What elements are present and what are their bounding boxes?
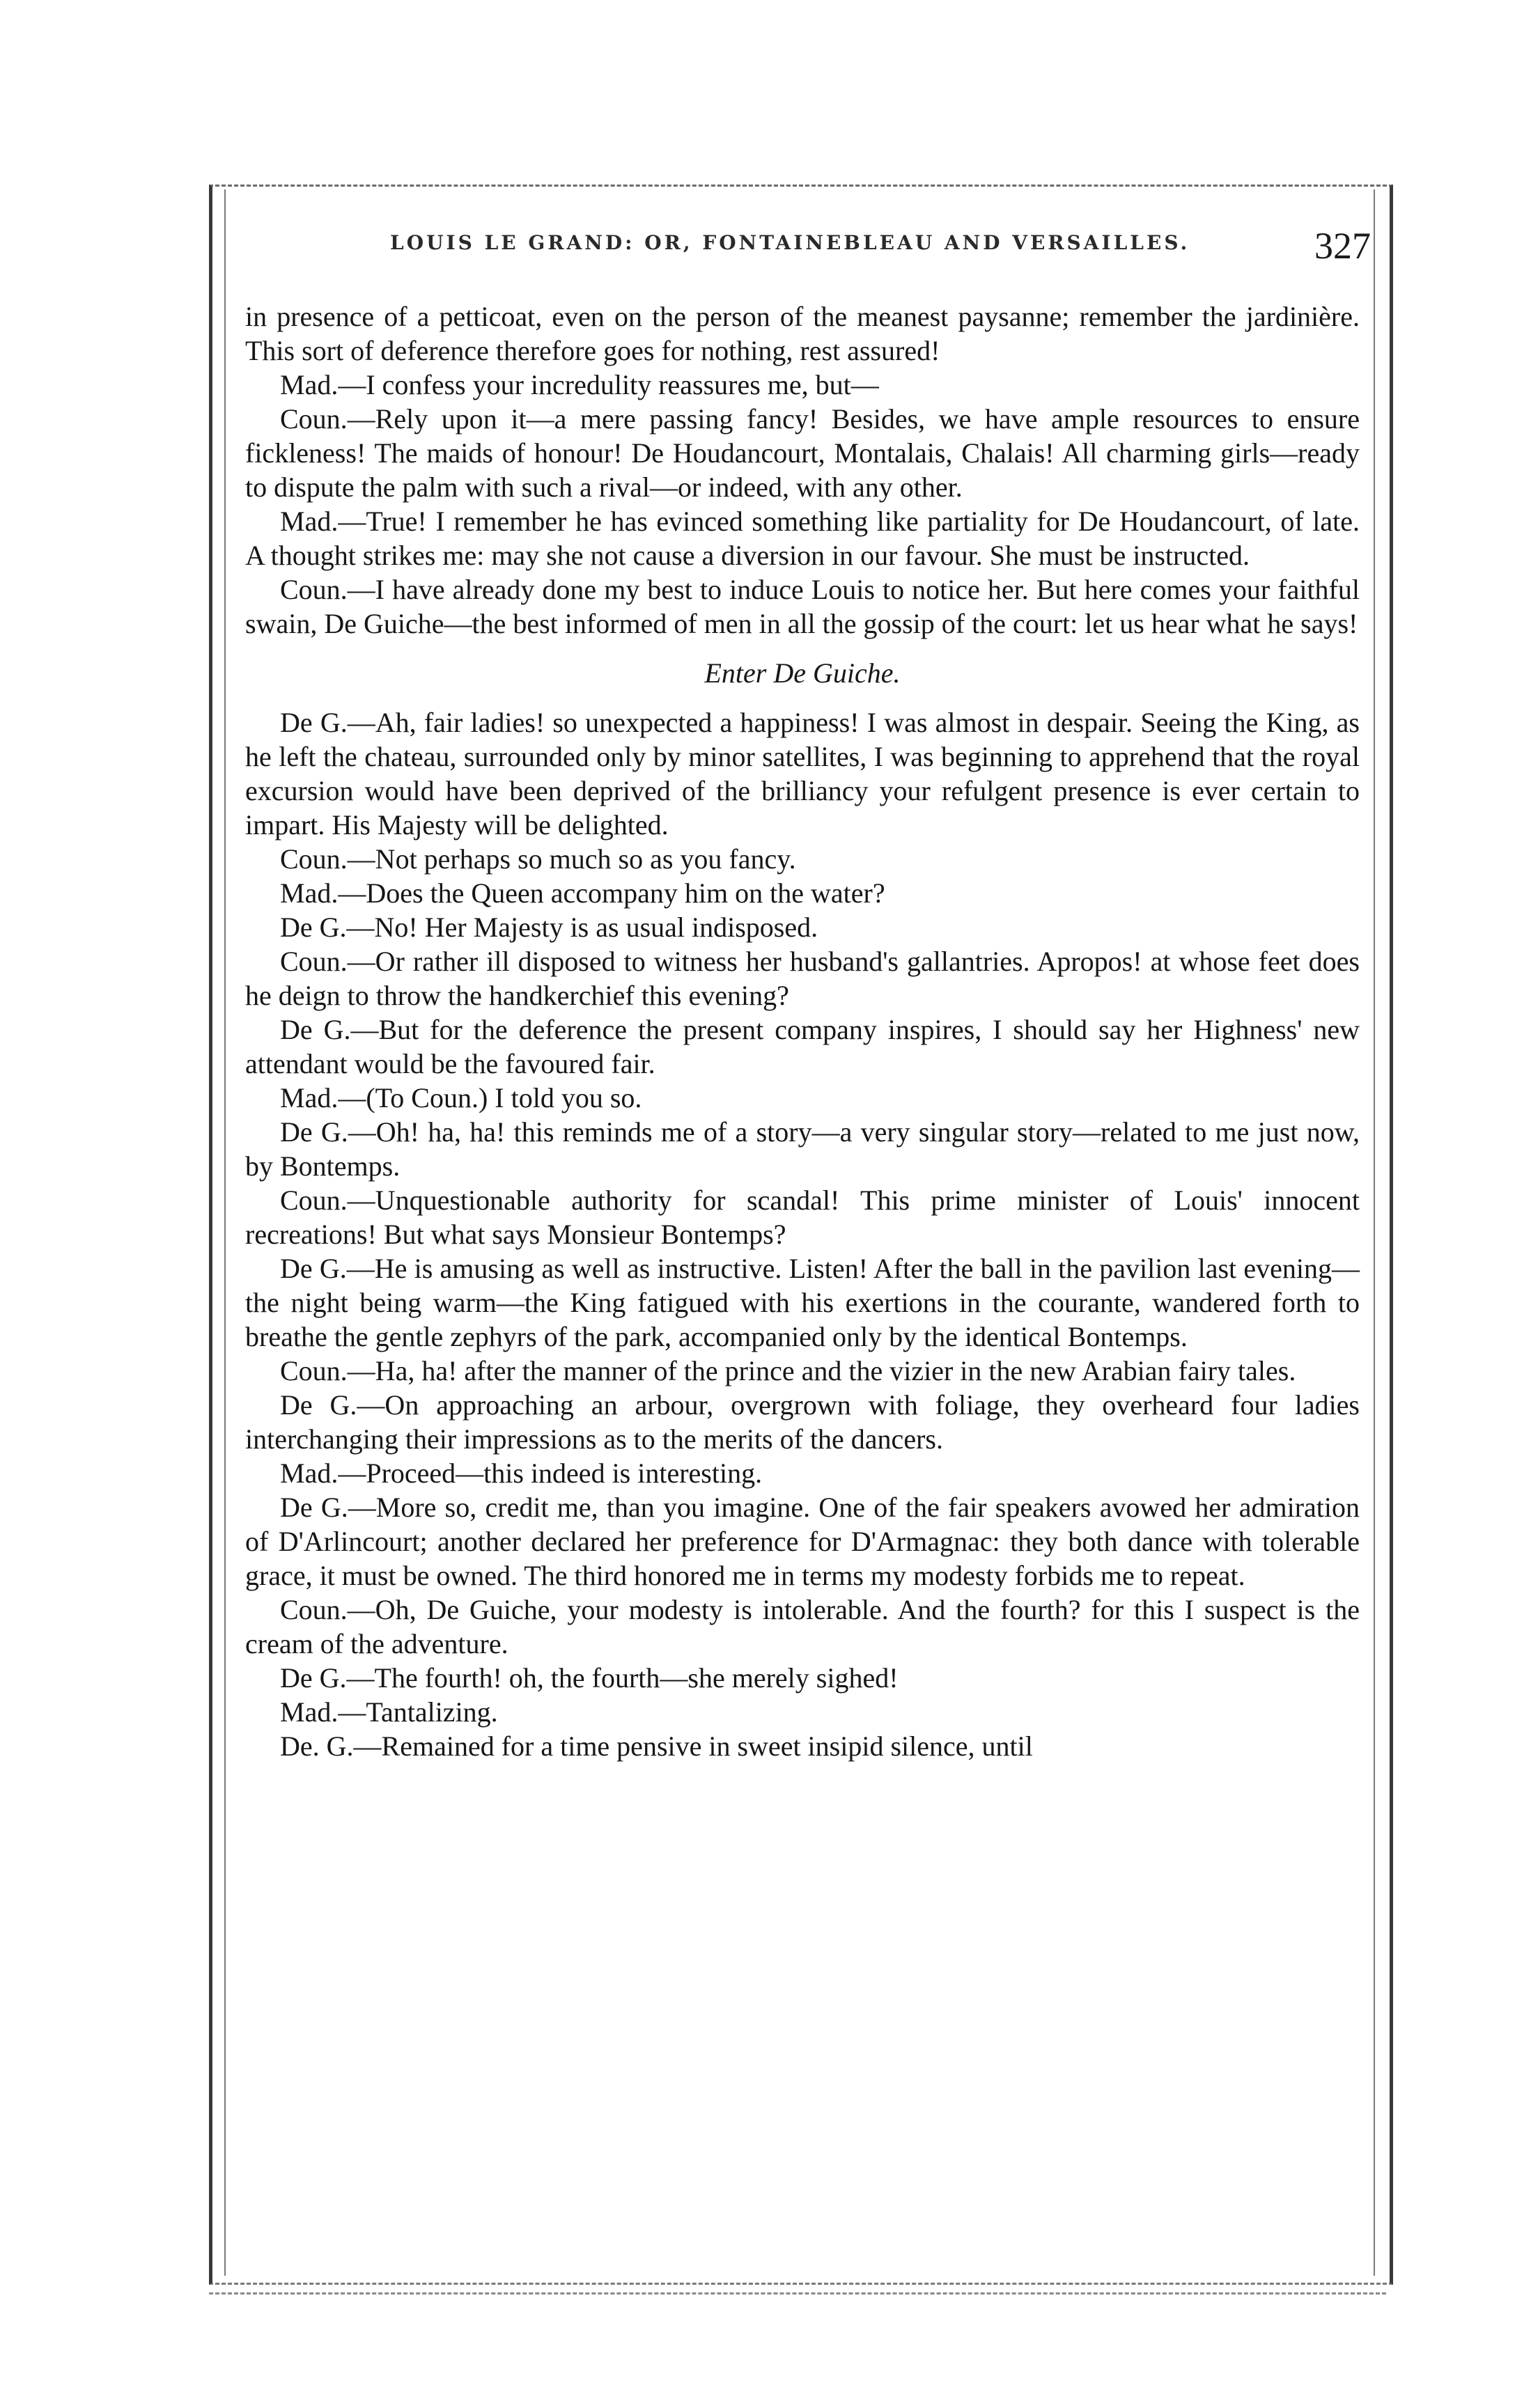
dialogue-line: De G.—But for the deference the present company inspires, I should say her Highness' new attendant would be the favoured fair. [245,1014,1360,1079]
dialogue-line: Mad.—(To Coun.) I told you so. [280,1082,642,1113]
dialogue-line: Coun.—I have already done my best to induce Louis to notice her. But here comes your faithful swain, De Guiche—the best informed of men in all the gossip of the court: let us hear what he says! [245,574,1360,639]
dialogue-line: De G.—On approaching an arbour, overgrown with foliage, they overheard four ladies interchanging their impressions as to the merits of the dancers. [245,1389,1360,1455]
dialogue-line: De. G.—Remained for a time pensive in sweet insipid silence, until [280,1730,1033,1762]
dialogue-line: Mad.—Tantalizing. [280,1696,498,1728]
dialogue-line: De G.—He is amusing as well as instructive. Listen! After the ball in the pavilion last evening—the night being warm—the King fatigued with his exertions in the courante, wandered forth to breathe the gentle zephyrs of the park, accompanied only by the identical Bontemps. [245,1253,1360,1352]
dialogue-line: De G.—Ah, fair ladies! so unexpected a happiness! I was almost in despair. Seeing the King, as he left the chateau, surrounded only by minor satellites, I was beginning to apprehend that the royal excursion would have been deprived of the brilliancy your refulgent presence is ever certain to impart. His Majesty will be delighted. [245,707,1360,841]
running-title: LOUIS LE GRAND: OR, FONTAINEBLEAU AND VERSAILLES. [390,231,1190,254]
dialogue-line: Coun.—Unquestionable authority for scandal! This prime minister of Louis' innocent recreations! But what says Monsieur Bontemps? [245,1185,1360,1250]
dialogue-line: Mad.—Proceed—this indeed is interesting. [280,1457,763,1489]
dialogue-line: De G.—Oh! ha, ha! this reminds me of a story—a very singular story—related to me just now, by Bontemps. [245,1116,1360,1182]
bottom-rule [209,2292,1386,2294]
paragraph-continued: in presence of a petticoat, even on the person of the meanest paysanne; remember the jardinière. This sort of deference therefore goes for nothing, rest assured! [245,301,1360,366]
dialogue-line: De G.—The fourth! oh, the fourth—she merely sighed! [280,1662,899,1694]
dialogue-line: Coun.—Not perhaps so much so as you fancy. [280,843,796,875]
dialogue-line: Mad.—I confess your incredulity reassures me, but— [280,369,879,400]
dialogue-line: Coun.—Ha, ha! after the manner of the prince and the vizier in the new Arabian fairy tales. [280,1355,1296,1386]
page-header [390,224,1371,273]
page-body [245,299,1360,1763]
dialogue-line: De G.—No! Her Majesty is as usual indisposed. [280,912,818,943]
dialogue-line: Mad.—True! I remember he has evinced something like partiality for De Houdancourt, of late. A thought strikes me: may she not cause a diversion in our favour. She must be instructed. [245,506,1360,571]
page-number: 327 [1314,225,1371,267]
dialogue-line: Coun.—Or rather ill disposed to witness her husband's gallantries. Apropos! at whose feet does he deign to throw the handkerchief this evening? [245,946,1360,1011]
dialogue-line: Mad.—Does the Queen accompany him on the water? [280,877,885,909]
dialogue-line: Coun.—Rely upon it—a mere passing fancy! Besides, we have ample resources to ensure fickleness! The maids of honour! De Houdancourt, Montalais, Chalais! All charming girls—ready to dispute the palm with such a rival—or indeed, with any other. [245,403,1360,503]
dialogue-line: De G.—More so, credit me, than you imagine. One of the fair speakers avowed her admiration of D'Arlincourt; another declared her preference for D'Armagnac: they both dance with tolerable grace, it must be owned. The third honored me in terms my modesty forbids me to repeat. [245,1492,1360,1591]
dialogue-line: Coun.—Oh, De Guiche, your modesty is intolerable. And the fourth? for this I suspect is the cream of the adventure. [245,1594,1360,1659]
stage-direction: Enter De Guiche. [704,657,901,689]
